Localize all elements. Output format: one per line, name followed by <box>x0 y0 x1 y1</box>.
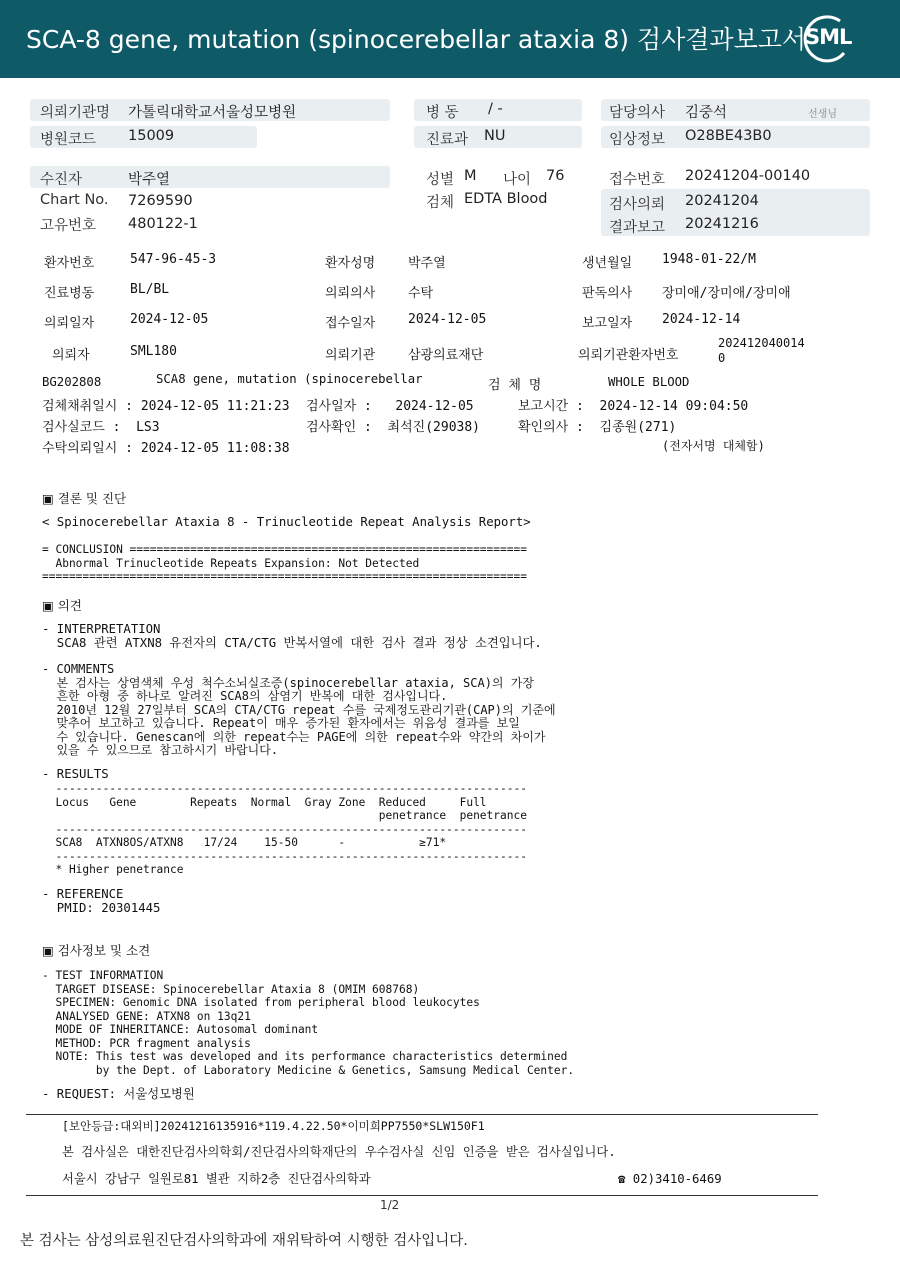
sex-label: 성별 <box>426 172 455 188</box>
hospital-code-value: 15009 <box>128 128 175 144</box>
clinical-value: O28BE43B0 <box>685 128 772 144</box>
interpretation-block: - INTERPRETATION SCA8 관련 ATXN8 유전자의 CTA/CTG 반복서열에 대한 검사 결과 정상 소견입니다. <box>42 622 542 650</box>
ward-value: / - <box>488 101 503 117</box>
test-info-block: - TEST INFORMATION TARGET DISEASE: Spinocerebellar Ataxia 8 (OMIM 608768) SPECIMEN: Genomic DNA isolated from peripheral blood leukocytes ANALYSED GENE: ATXN8 on 13q21 MODE OF INHERITANCE: Autosomal dominant METHOD: PCR fragment analysis NOTE: This test was developed and its performance characteristics determined by the Dept. of Laboratory Medicine & Genetics, Samsung Medical Center. <box>42 969 575 1077</box>
clinical-label: 임상정보 <box>609 132 666 148</box>
esign-note: (전자서명 대체함) <box>662 439 765 453</box>
chart-value: 7269590 <box>128 193 193 209</box>
test-code: BG202808 <box>42 375 102 389</box>
specimen-name-label: 검 체 명 <box>488 378 542 393</box>
results-table: ---------------------------------------------------------------------- Locus Gene Repeats Normal Gray Zone Reduced Full penetrance penetrance ---------------------------------------------------------------------- SCA8 ATXN8OS/ATXN8 17/24 15-50 - ≥71* ---------------------------------------------------------------------- * Higher penetrance <box>55 782 527 876</box>
request-label: 검사의뢰 <box>609 197 666 213</box>
doc-label: 환자번호 <box>44 256 95 271</box>
doc-value: 202412040014 <box>718 336 805 350</box>
test-date: 검사일자 : 2024-12-05 <box>306 399 474 414</box>
receipt-label: 접수번호 <box>609 172 666 188</box>
report-title: SCA-8 gene, mutation (spinocerebellar ataxia 8) 검사결과보고서 <box>26 25 807 54</box>
comments-block: - COMMENTS 본 검사는 상염색체 우성 척수소뇌실조증(spinocerebellar ataxia, SCA)의 가장 흔한 아형 중 하나로 알려진 SCA8의 삼염기 반복에 대한 검사입니다. 2010년 12월 27일부터 SCA의 CTA/CTG repeat 수를 국제정도관리기관(CAP)의 기준에 맞추어 보고하고 있습니다. Repeat이 매우 증가된 환자에서는 위음성 결과를 보일 수 있습니다. Genescan에 의한 repeat수는 PAGE에 의한 repeat수와 약간의 차이가 있을 수 있으므로 참고하시기 바랍니다. <box>42 662 556 757</box>
test-confirm: 검사확인 : 최석진(29038) <box>306 420 480 435</box>
doc-label: 판독의사 <box>582 286 633 301</box>
patient-label: 수진자 <box>40 172 83 188</box>
age-label: 나이 <box>503 172 532 188</box>
divider-top <box>26 1114 818 1115</box>
footer-note: 본 검사는 삼성의료원진단검사의학과에 재위탁하여 시행한 검사입니다. <box>20 1233 468 1249</box>
doctor-suffix: 선생님 <box>808 109 837 120</box>
age-value: 76 <box>546 168 565 184</box>
confirm-doctor: 확인의사 : 김종원(271) <box>518 420 677 435</box>
test-name: SCA8 gene, mutation (spinocerebellar <box>156 372 423 386</box>
specimen-label: 검체 <box>426 195 455 211</box>
doc-value: BL/BL <box>130 282 170 297</box>
doc-value: SML180 <box>130 344 177 359</box>
doc-label: 진료병동 <box>44 286 95 301</box>
doc-label: 환자성명 <box>325 256 376 271</box>
collect-datetime: 검체채취일시 : 2024-12-05 11:21:23 <box>42 399 290 414</box>
doctor-label: 담당의사 <box>609 105 666 121</box>
unique-value: 480122-1 <box>128 216 198 232</box>
doc-value: 수탁 <box>408 286 434 301</box>
doc-value: 2024-12-05 <box>408 312 487 327</box>
dept-label: 진료과 <box>426 132 469 148</box>
sex-value: M <box>464 168 477 184</box>
phone-line: ☎ 02)3410-6469 <box>618 1172 722 1186</box>
doc-label: 의뢰기관 <box>325 348 376 363</box>
section-opinion-title: ▣ 의견 <box>42 598 82 613</box>
doc-value: 박주열 <box>408 256 446 271</box>
doc-value: 547-96-45-3 <box>130 252 217 267</box>
institution-label: 의뢰기관명 <box>40 105 111 121</box>
chart-label: Chart No. <box>40 192 109 208</box>
doc-value-wrap: 0 <box>718 351 726 365</box>
results-label: - RESULTS <box>42 767 109 781</box>
doc-label: 의뢰의사 <box>325 286 376 301</box>
request-line: - REQUEST: 서울성모병원 <box>42 1087 195 1101</box>
doc-value: 삼광의료재단 <box>408 348 484 363</box>
page-number: 1/2 <box>380 1198 400 1212</box>
report-time: 보고시간 : 2024-12-14 09:04:50 <box>518 399 749 414</box>
hospital-code-label: 병원코드 <box>40 132 97 148</box>
lab-code: 검사실코드 : LS3 <box>42 420 160 435</box>
specimen-value: EDTA Blood <box>464 191 548 207</box>
doc-label: 접수일자 <box>325 316 376 331</box>
doc-value: 2024-12-05 <box>130 312 209 327</box>
divider-bottom <box>26 1195 818 1196</box>
dept-value: NU <box>484 128 506 144</box>
institution-value: 가톨릭대학교서울성모병원 <box>128 105 297 121</box>
certification-line: 본 검사실은 대한진단검사의학회/진단검사의학재단의 우수검사실 신임 인증을 받은 검사실입니다. <box>62 1145 616 1159</box>
receipt-value: 20241204-00140 <box>685 168 811 184</box>
reference-block: - REFERENCE PMID: 20301445 <box>42 887 161 915</box>
report-subtitle: < Spinocerebellar Ataxia 8 - Trinucleotide Repeat Analysis Report> <box>42 515 531 529</box>
report-value: 20241216 <box>685 216 759 232</box>
doc-value: 2024-12-14 <box>662 312 741 327</box>
patient-value: 박주열 <box>128 172 171 188</box>
doc-label: 의뢰일자 <box>44 316 95 331</box>
doctor-value: 김중석 <box>685 105 728 121</box>
doc-value: 1948-01-22/M <box>662 252 756 267</box>
conclusion-block: = CONCLUSION =========================================================== Abnormal Trinucleotide Repeats Expansion: Not Detected ======================================================================== <box>42 543 527 583</box>
doc-label: 의뢰자 <box>52 348 90 363</box>
receive-datetime: 수탁의뢰일시 : 2024-12-05 11:08:38 <box>42 441 290 456</box>
doc-value: 장미애/장미애/장미애 <box>662 286 791 301</box>
doc-label: 생년월일 <box>582 256 633 271</box>
ward-label: 병 동 <box>426 105 459 121</box>
specimen-name-value: WHOLE BLOOD <box>608 375 690 389</box>
unique-label: 고유번호 <box>40 218 97 234</box>
address-line: 서울시 강남구 일원로81 별관 지하2층 진단검사의학과 <box>62 1172 371 1186</box>
report-label: 결과보고 <box>609 220 666 236</box>
section-conclusion-title: ▣ 결론 및 진단 <box>42 491 127 506</box>
logo-text: SML <box>805 25 852 49</box>
request-value: 20241204 <box>685 193 759 209</box>
doc-label: 보고일자 <box>582 316 633 331</box>
security-line: [보안등급:대외비]20241216135916*119.4.22.50*이미희PP7550*SLW150F1 <box>62 1119 485 1133</box>
patient-box <box>30 166 390 188</box>
header-bar <box>0 0 900 78</box>
doc-label: 의뢰기관환자번호 <box>578 348 679 363</box>
section-testinfo-title: ▣ 검사정보 및 소견 <box>42 943 151 958</box>
